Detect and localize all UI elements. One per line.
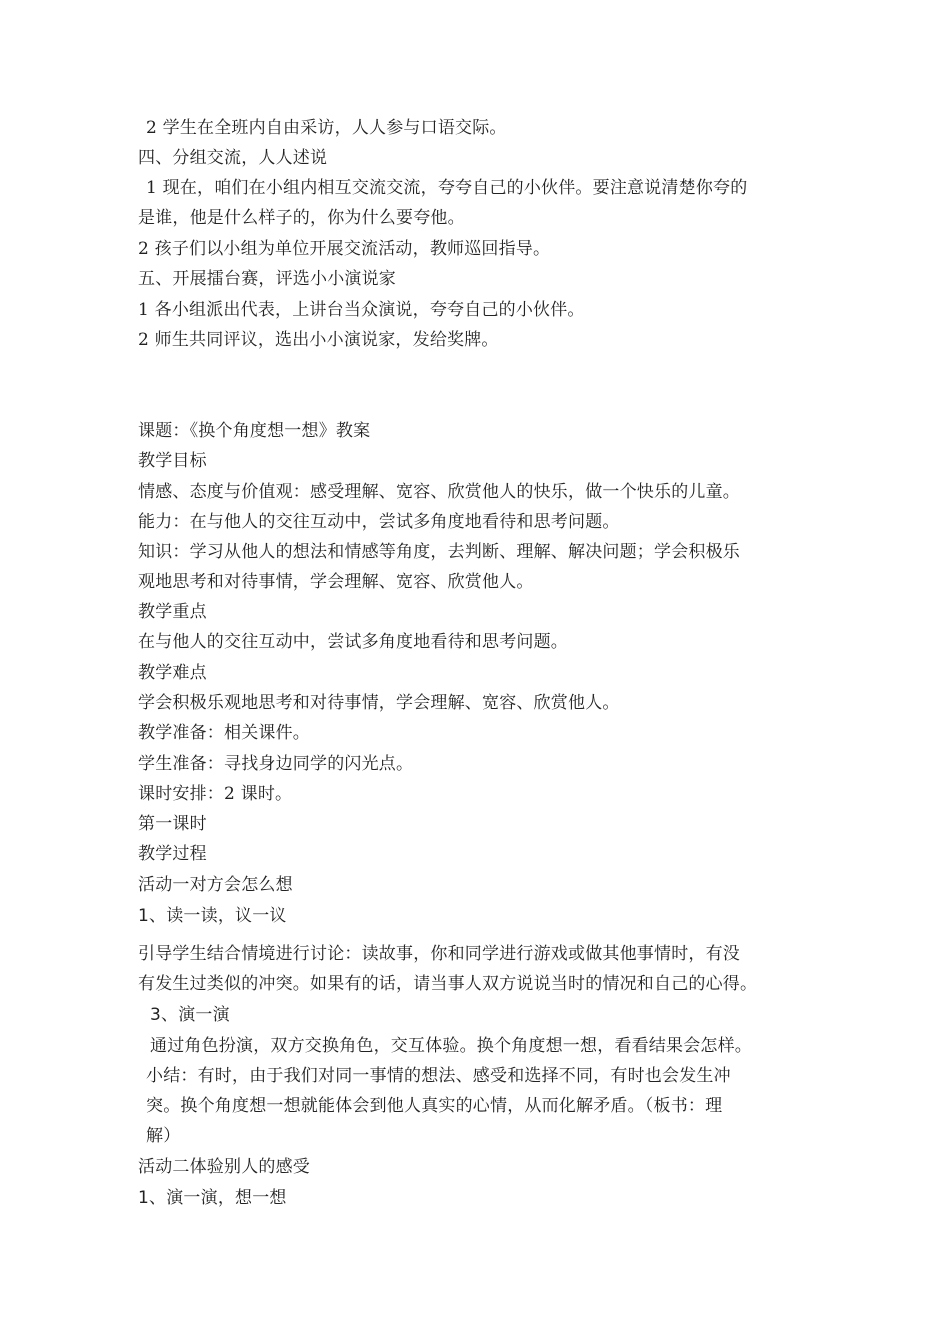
paragraph: 2 学生在全班内自由采访，人人参与口语交际。	[146, 118, 507, 138]
paragraph: 通过角色扮演，双方交换角色，交互体验。换个角度想一想，看看结果会怎样。	[150, 1036, 752, 1056]
step-heading: 3、演一演	[150, 1005, 230, 1025]
section-heading: 四、分组交流，人人述说	[138, 148, 328, 168]
difficulty-heading: 教学难点	[138, 663, 207, 683]
paragraph: 有发生过类似的冲突。如果有的话，请当事人双方说说当时的情况和自己的心得。	[138, 974, 758, 994]
step-heading: 1、读一读，议一议	[138, 906, 287, 926]
activity-heading: 活动二体验别人的感受	[138, 1157, 310, 1177]
focus-text: 在与他人的交往互动中，尝试多角度地看待和思考问题。	[138, 632, 568, 652]
difficulty-text: 学会积极乐观地思考和对待事情，学会理解、宽容、欣赏他人。	[138, 693, 620, 713]
paragraph: 1 各小组派出代表，上讲台当众演说，夸夸自己的小伙伴。	[138, 300, 585, 320]
focus-heading: 教学重点	[138, 602, 207, 622]
teacher-prep: 教学准备：相关课件。	[138, 723, 310, 743]
summary-continued: 解）	[146, 1126, 181, 1146]
objective-ability: 能力：在与他人的交往互动中，尝试多角度地看待和思考问题。	[138, 512, 620, 532]
step-heading: 1、演一演，想一想	[138, 1188, 287, 1208]
paragraph: 2 孩子们以小组为单位开展交流活动，教师巡回指导。	[138, 239, 551, 259]
paragraph: 是谁，他是什么样子的，你为什么要夸他。	[138, 208, 465, 228]
student-prep: 学生准备：寻找身边同学的闪光点。	[138, 754, 414, 774]
objective-knowledge: 知识：学习从他人的想法和情感等角度，去判断、理解、解决问题；学会积极乐	[138, 542, 740, 562]
paragraph: 1 现在，咱们在小组内相互交流交流，夸夸自己的小伙伴。要注意说清楚你夸的	[146, 178, 748, 198]
lesson-title: 课题：《换个角度想一想》教案	[138, 421, 371, 441]
objective-emotion: 情感、态度与价值观：感受理解、宽容、欣赏他人的快乐，做一个快乐的儿童。	[138, 482, 740, 502]
schedule: 课时安排：2 课时。	[138, 784, 293, 804]
summary-continued: 突。换个角度想一想就能体会到他人真实的心情，从而化解矛盾。（板书：理	[146, 1096, 723, 1116]
paragraph: 2 师生共同评议，选出小小演说家，发给奖牌。	[138, 330, 499, 350]
section-heading: 五、开展擂台赛，评选小小演说家	[138, 269, 396, 289]
paragraph: 引导学生结合情境进行讨论：读故事，你和同学进行游戏或做其他事情时，有没	[138, 944, 740, 964]
objectives-heading: 教学目标	[138, 451, 207, 471]
summary: 小结：有时，由于我们对同一事情的想法、感受和选择不同，有时也会发生冲	[146, 1066, 731, 1086]
period-heading: 第一课时	[138, 814, 207, 834]
process-heading: 教学过程	[138, 844, 207, 864]
objective-knowledge-continued: 观地思考和对待事情，学会理解、宽容、欣赏他人。	[138, 572, 534, 592]
activity-heading: 活动一对方会怎么想	[138, 875, 293, 895]
